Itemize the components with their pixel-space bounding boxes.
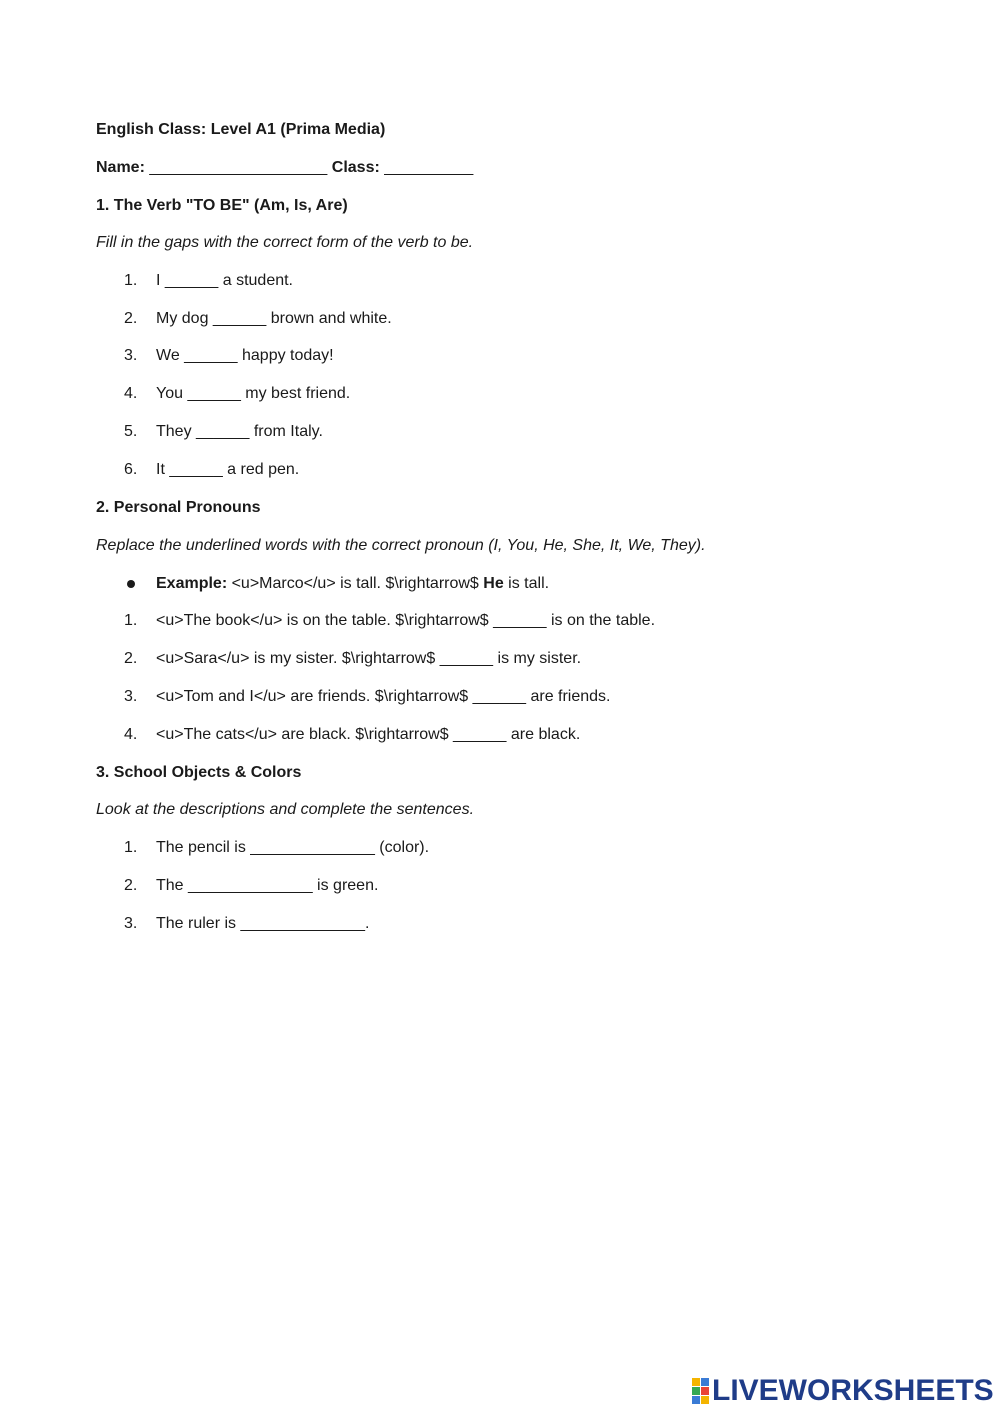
list-number: 5. [124, 423, 138, 440]
list-number: 3. [124, 915, 138, 932]
section1-heading: 1. The Verb "TO BE" (Am, Is, Are) [96, 197, 348, 214]
class-label: Class: [331, 159, 380, 176]
list-item: The ______________ is green. [156, 877, 379, 894]
example-item [156, 573, 549, 595]
example-text-before: <u>Marco</u> is tall. $\rightarrow$ [227, 575, 484, 592]
list-item: <u>Sara</u> is my sister. $\rightarrow$ ______ is my sister. [156, 650, 582, 667]
section2-instruction: Replace the underlined words with the correct pronoun (I, You, He, She, It, We, They). [96, 537, 706, 554]
section3-heading: 3. School Objects & Colors [96, 764, 302, 781]
section1-instruction: Fill in the gaps with the correct form of the verb to be. [96, 234, 474, 251]
list-number: 2. [124, 650, 138, 667]
list-number: 1. [124, 839, 138, 856]
list-number: 2. [124, 877, 138, 894]
list-item: <u>The book</u> is on the table. $\rightarrow$ ______ is on the table. [156, 612, 656, 629]
liveworksheets-logo [692, 1374, 994, 1408]
bullet-icon [127, 580, 135, 588]
logo-text: LIVEWORKSHEETS [712, 1374, 994, 1407]
list-number: 3. [124, 347, 138, 364]
list-item: They ______ from Italy. [156, 423, 323, 440]
list-item: <u>The cats</u> are black. $\rightarrow$ ______ are black. [156, 726, 581, 743]
logo-mark-icon [692, 1378, 709, 1404]
section3-instruction: Look at the descriptions and complete the sentences. [96, 801, 475, 818]
list-item: We ______ happy today! [156, 347, 334, 364]
list-item: My dog ______ brown and white. [156, 310, 392, 327]
list-item: <u>Tom and I</u> are friends. $\rightarrow$ ______ are friends. [156, 688, 611, 705]
list-item: You ______ my best friend. [156, 385, 351, 402]
worksheet-title: English Class: Level A1 (Prima Media) [96, 121, 386, 138]
example-text-after: is tall. [503, 575, 550, 592]
list-number: 2. [124, 310, 138, 327]
example-label: Example: [156, 575, 228, 592]
section2-heading: 2. Personal Pronouns [96, 499, 261, 516]
list-number: 3. [124, 688, 138, 705]
list-number: 1. [124, 612, 138, 629]
name-blank[interactable]: ____________________ [149, 159, 328, 176]
list-item: The ruler is ______________. [156, 915, 370, 932]
list-item: The pencil is ______________ (color). [156, 839, 430, 856]
name-label: Name: [96, 159, 145, 176]
list-number: 4. [124, 726, 138, 743]
class-blank[interactable]: __________ [384, 159, 474, 176]
example-answer: He [483, 575, 504, 592]
list-number: 1. [124, 272, 138, 289]
list-number: 6. [124, 461, 138, 478]
name-class-row [96, 157, 473, 179]
list-item: I ______ a student. [156, 272, 293, 289]
list-item: It ______ a red pen. [156, 461, 300, 478]
list-number: 4. [124, 385, 138, 402]
